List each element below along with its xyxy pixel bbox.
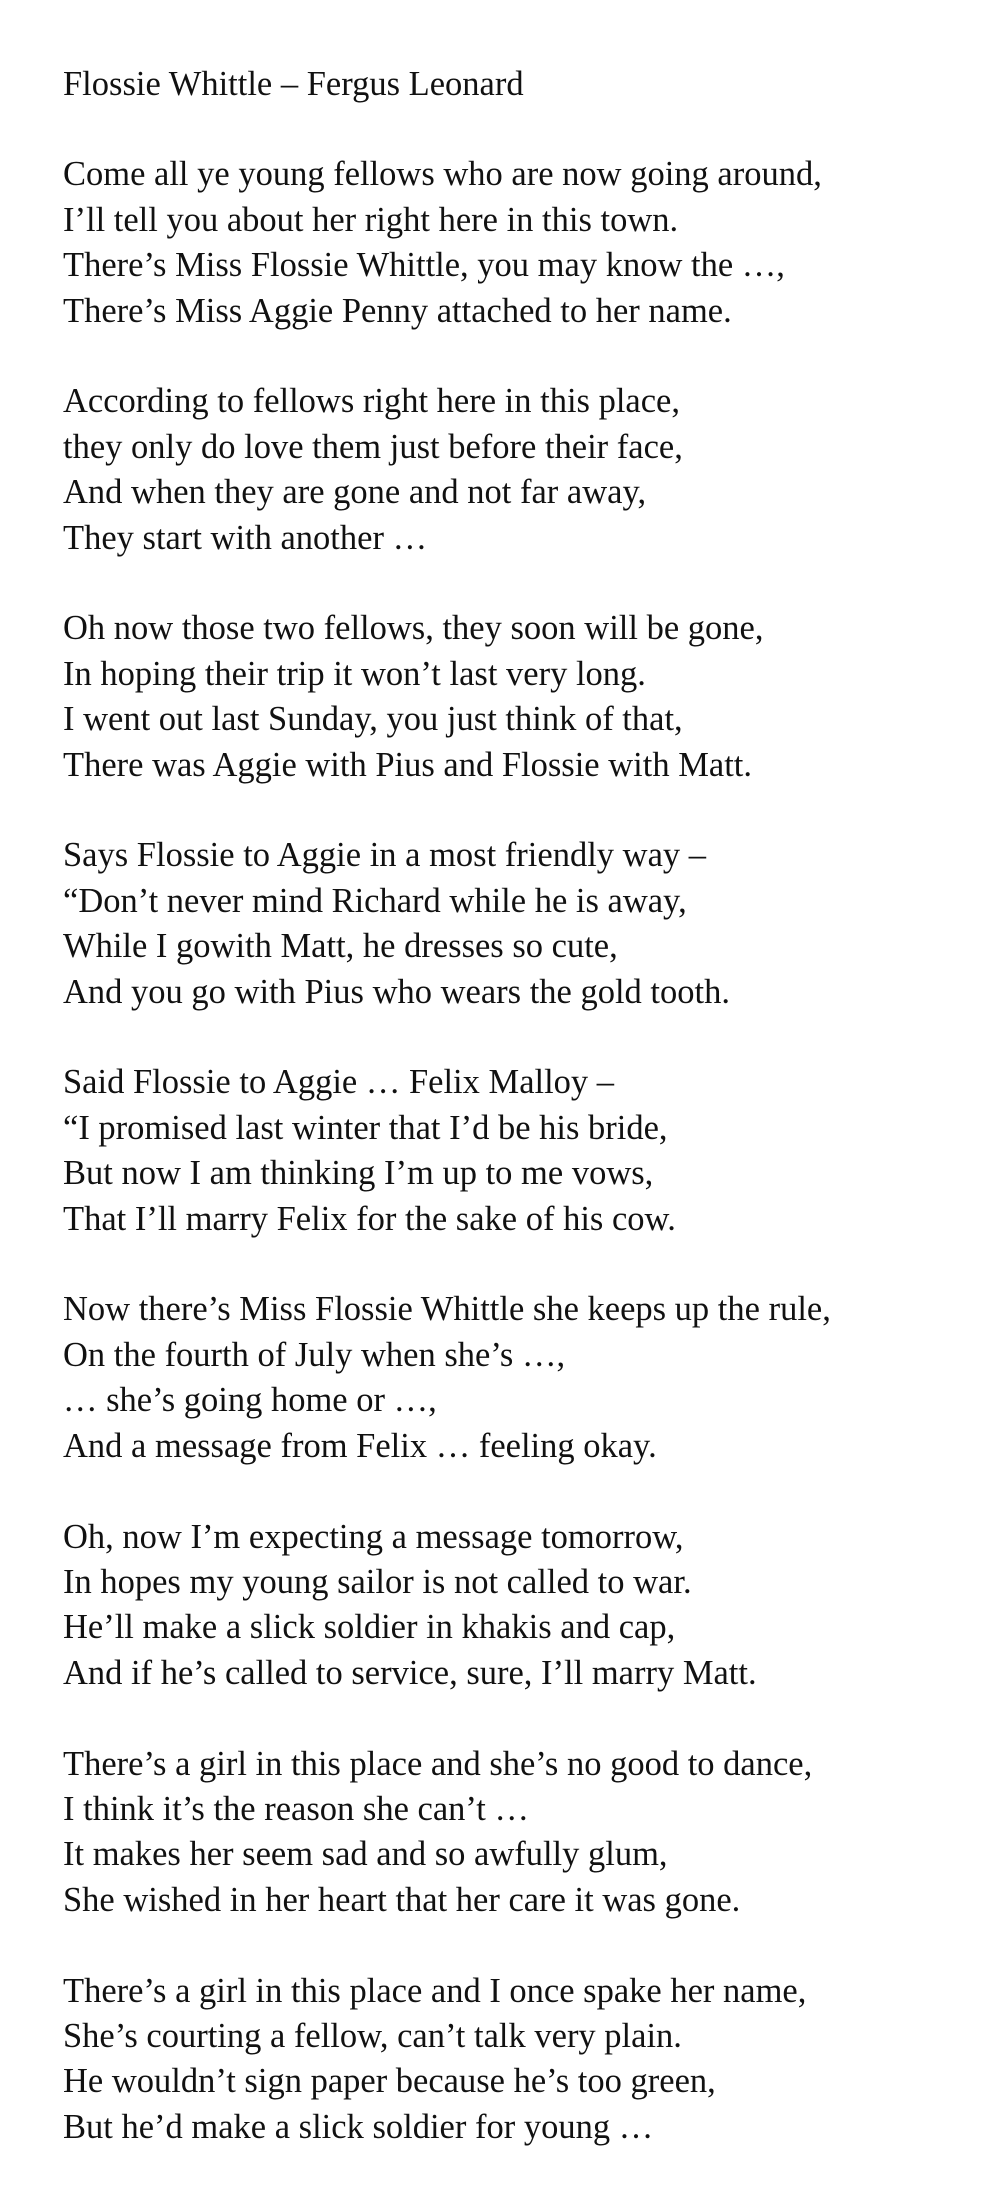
- stanza-1: [63, 152, 960, 334]
- poem-line: And when they are gone and not far away,: [63, 473, 647, 512]
- stanza-9: [63, 1969, 960, 2151]
- poem-line: Come all ye young fellows who are now going around,: [63, 155, 822, 194]
- poem-line: Says Flossie to Aggie in a most friendly way –: [63, 836, 707, 875]
- stanza-7: [63, 1515, 960, 1697]
- poem-line: According to fellows right here in this place,: [63, 382, 680, 421]
- poem-line: There’s Miss Flossie Whittle, you may know the …,: [63, 246, 785, 285]
- poem-line: In hopes my young sailor is not called to war.: [63, 1562, 692, 1601]
- poem-line: In hoping their trip it won’t last very long.: [63, 654, 646, 693]
- poem-title: Flossie Whittle – Fergus Leonard: [63, 65, 524, 103]
- poem-line: I’ll tell you about her right here in this town.: [63, 200, 679, 239]
- poem-line: And a message from Felix … feeling okay.: [63, 1426, 657, 1465]
- poem-line: “Don’t never mind Richard while he is away,: [63, 881, 687, 920]
- poem-line: Oh, now I’m expecting a message tomorrow,: [63, 1517, 684, 1556]
- stanza-4: [63, 833, 960, 1015]
- poem-line: And you go with Pius who wears the gold tooth.: [63, 972, 730, 1011]
- poem-line: Now there’s Miss Flossie Whittle she keeps up the rule,: [63, 1290, 831, 1329]
- poem-line: She wished in her heart that her care it was gone.: [63, 1880, 741, 1919]
- poem-line: I think it’s the reason she can’t …: [63, 1789, 529, 1828]
- poem-line: There’s Miss Aggie Penny attached to her name.: [63, 291, 732, 330]
- poem-line: they only do love them just before their face,: [63, 427, 683, 466]
- poem-line: I went out last Sunday, you just think of that,: [63, 700, 683, 739]
- poem-line: On the fourth of July when she’s …,: [63, 1335, 566, 1374]
- poem-line: They start with another …: [63, 518, 428, 557]
- poem-line: There’s a girl in this place and she’s no good to dance,: [63, 1744, 813, 1783]
- stanza-8: [63, 1742, 960, 1924]
- poem-line: But he’d make a slick soldier for young …: [63, 2107, 654, 2146]
- stanza-5: [63, 1060, 960, 1242]
- stanza-6: [63, 1287, 960, 1469]
- poem-line: He wouldn’t sign paper because he’s too green,: [63, 2062, 716, 2101]
- poem-line: That I’ll marry Felix for the sake of his cow.: [63, 1199, 676, 1238]
- poem-line: Said Flossie to Aggie … Felix Malloy –: [63, 1063, 615, 1102]
- stanza-2: [63, 379, 960, 561]
- poem-line: It makes her seem sad and so awfully glum,: [63, 1835, 668, 1874]
- poem-line: She’s courting a fellow, can’t talk very plain.: [63, 2016, 682, 2055]
- poem-line: There was Aggie with Pius and Flossie with Matt.: [63, 745, 752, 784]
- poem-line: “I promised last winter that I’d be his bride,: [63, 1108, 668, 1147]
- poem-line: Oh now those two fellows, they soon will be gone,: [63, 609, 764, 648]
- poem-line: There’s a girl in this place and I once spake her name,: [63, 1971, 807, 2010]
- poem-line: While I gowith Matt, he dresses so cute,: [63, 927, 618, 966]
- poem-line: And if he’s called to service, sure, I’ll marry Matt.: [63, 1653, 757, 1692]
- stanza-3: [63, 606, 960, 788]
- poem-line: He’ll make a slick soldier in khakis and cap,: [63, 1608, 676, 1647]
- poem-line: But now I am thinking I’m up to me vows,: [63, 1154, 654, 1193]
- poem-line: … she’s going home or …,: [63, 1381, 437, 1420]
